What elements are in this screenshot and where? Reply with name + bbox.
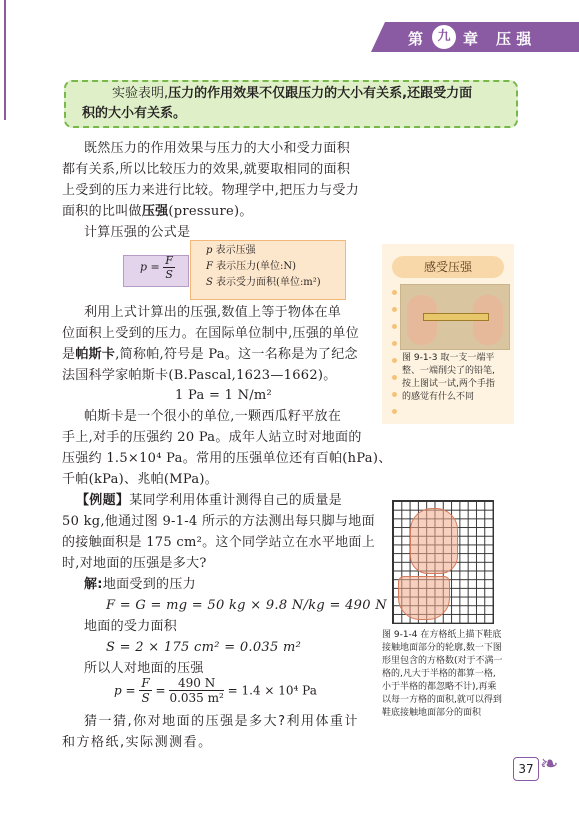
para2-line-2: 位面积上受到的压力。在国际单位制中,压强的单位	[62, 326, 360, 341]
guess-line-2: 和方格纸,实际测测看。	[62, 735, 213, 750]
shoe-heel-outline	[398, 576, 450, 620]
callout-line-1: 实验表明,压力的作用效果不仅跟压力的大小有关系,还跟受力面	[112, 86, 473, 101]
para1-line-3: 上受到的压力来进行比较。物理学中,把压力与受力	[62, 183, 360, 198]
para3-line-1: 帕斯卡是一个很小的单位,一颗西瓜籽平放在	[84, 409, 342, 424]
formula-intro: 计算压强的公式是	[84, 225, 191, 240]
chapter-title: 压 强	[496, 30, 532, 48]
example-line-1: 【例题】某同学利用体重计测得自己的质量是	[76, 493, 343, 508]
solution-line-1: 解:地面受到的压力	[84, 577, 196, 592]
legend-item: F 表示压力(单位:N)	[206, 261, 297, 272]
unit-equation: 1 Pa = 1 N/m²	[175, 388, 273, 403]
callout-line-2: 积的大小有关系。	[82, 106, 187, 121]
example-line-4: 时,对地面的压强是多大?	[62, 556, 207, 571]
solution-force: F = G = mg = 50 kg × 9.8 N/kg = 490 N	[106, 598, 387, 613]
pencil-fingers-photo	[400, 284, 510, 350]
formula-legend	[206, 243, 321, 291]
example-line-3: 的接触面积是 175 cm²。这个同学站立在水平地面上	[62, 535, 375, 550]
para2-line-3: 是帕斯卡,简称帕,符号是 Pa。这一名称是为了纪念	[62, 347, 358, 362]
legend-item: S 表示受力面积(单位:m²)	[206, 277, 321, 288]
chapter-number-badge: 九	[432, 25, 456, 49]
side-activity-title: 感受压强	[392, 256, 504, 278]
margin-line	[4, 0, 6, 120]
para2-line-1: 利用上式计算出的压强,数值上等于物体在单	[84, 305, 342, 320]
solution-pressure: p = $\frac{F}{S}$ = $\frac{490 N}{\text{0.035 m²}}$ = 1.4 × 10⁴ Pa	[114, 676, 317, 705]
para1-line-1: 既然压力的作用效果与压力的大小和受力面积	[84, 141, 351, 156]
shoe-sole-outline	[410, 508, 458, 574]
solution-area: S = 2 × 175 cm² = 0.035 m²	[106, 640, 302, 655]
side-caption: 图 9-1-3 取一支一端平 整、一端削尖了的铅笔, 按上图试一试,两个手指 的感觉有什么不同	[402, 353, 495, 402]
pressure-formula: p = $\frac{F}{S}$	[140, 254, 173, 281]
chapter-label-zhang: 章	[463, 30, 479, 48]
decorative-dots	[392, 290, 398, 426]
example-line-2: 50 kg,他通过图 9-1-4 所示的方法测出每只脚与地面	[62, 514, 375, 529]
solution-line-3: 地面的受力面积	[84, 619, 178, 634]
swirl-ornament-icon: ❧	[540, 752, 559, 777]
pencil-shape	[423, 313, 489, 321]
guess-line-1: 猜一猜,你对地面的压强是多大?利用体重计	[84, 714, 360, 729]
para1-line-2: 都有关系,所以比较压力的效果,就要取相同的面积	[62, 162, 351, 177]
legend-item: p 表示压强	[206, 245, 256, 256]
para1-line-4: 面积的比叫做压强(pressure)。	[62, 204, 253, 219]
grid-figure-caption: 图 9-1-4 在方格纸上描下鞋底 接触地面部分的轮廓,数一下图 形里包含的方格数(对于不满一 格的,凡大于半格的都算一格, 小于半格的都忽略不计),再乘 以每一方格的面积,就可以得到 鞋底接触地面部分的面积	[382, 630, 503, 718]
para3-line-4: 千帕(kPa)、兆帕(MPa)。	[62, 472, 219, 487]
chapter-label-di: 第	[408, 30, 424, 48]
para3-line-3: 压强约 1.5×10⁴ Pa。常用的压强单位还有百帕(hPa)、	[62, 451, 392, 466]
para3-line-2: 手上,对手的压强约 20 Pa。成年人站立时对地面的	[62, 430, 362, 445]
solution-line-5: 所以人对地面的压强	[84, 661, 204, 676]
para2-line-4: 法国科学家帕斯卡(B.Pascal,1623—1662)。	[62, 368, 337, 383]
page-number: 37	[513, 757, 539, 781]
